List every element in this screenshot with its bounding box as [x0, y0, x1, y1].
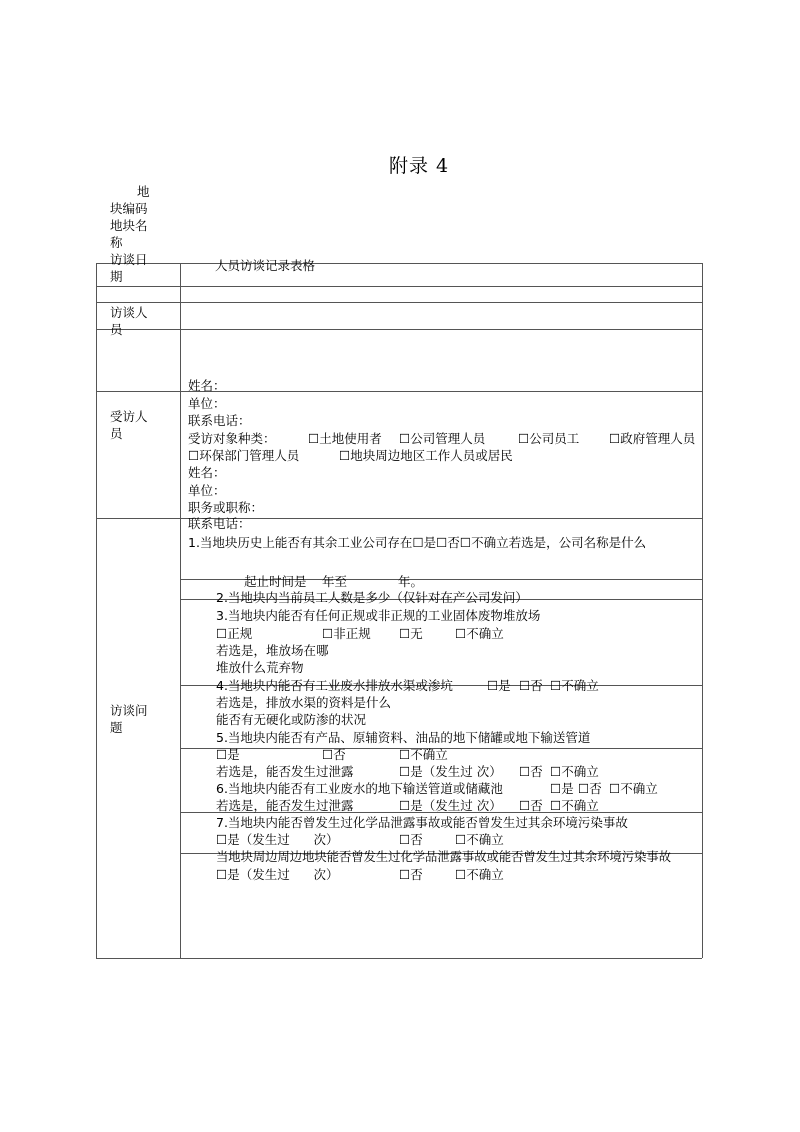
question-5: 5.当地块内能否有产品、原辅资料、油品的地下储罐或地下输送管道 [216, 730, 591, 745]
q6-leak-unsure[interactable]: ☐不确立 [550, 798, 599, 813]
page-title: 附录 4 [389, 155, 450, 177]
label-interview-date: 期 [110, 269, 123, 284]
checkbox-icon: ☐ [518, 431, 530, 446]
q3-option-formal[interactable]: ☐正规 [216, 626, 253, 641]
checkbox-icon: ☐ [339, 448, 351, 463]
checkbox-icon: ☐ [399, 832, 411, 847]
question-8: 当地块周边周边地块能否曾发生过化学品泄露事故或能否曾发生过其余环境污染事故 [216, 850, 671, 864]
option-company-mgmt[interactable]: ☐公司管理人员 [399, 431, 486, 446]
interviewer-name: 姓名： [188, 378, 226, 393]
checkbox-icon: ☐ [550, 798, 562, 813]
q7-option-unsure[interactable]: ☐不确立 [455, 832, 504, 847]
label-plot-name: 地块名 [110, 218, 148, 233]
option-nearby[interactable]: ☐地块周边地区工作人员或居民 [339, 448, 513, 463]
table-rule [96, 329, 702, 330]
checkbox-icon: ☐ [216, 832, 228, 847]
option-gov-mgmt[interactable]: ☐政府管理人员 [609, 431, 696, 446]
q8-option-unsure[interactable]: ☐不确立 [455, 867, 504, 882]
q8-option-no[interactable]: ☐否 [399, 867, 423, 882]
q3-followup: 堆放什么荒弃物 [216, 660, 304, 675]
q4-option-no[interactable]: ☐否 [519, 678, 543, 693]
question-4: 4.当地块内能否有工业废水排放水渠或渗坑 [216, 678, 453, 693]
q4-followup: 若选是，排放水渠的资料是什么 [216, 695, 392, 710]
table-border-top [96, 263, 702, 264]
interviewer-phone: 联系电话： [188, 413, 251, 428]
table-border-right [702, 263, 703, 958]
checkbox-icon: ☐ [519, 764, 531, 779]
q7-option-no[interactable]: ☐否 [399, 832, 423, 847]
checkbox-icon: ☐ [550, 764, 562, 779]
checkbox-icon: ☐ [455, 626, 467, 641]
q6-option-no[interactable]: ☐否 [578, 781, 602, 796]
checkbox-icon: ☐ [322, 626, 334, 641]
checkbox-icon: ☐ [519, 798, 531, 813]
question-3: 3.当地块内能否有任何正规或非正规的工业固体废物堆放场 [216, 608, 541, 623]
label-questions: 题 [110, 720, 123, 735]
label-interviewer: 访谈人 [110, 305, 148, 320]
label-interviewee: 员 [110, 426, 123, 441]
q1-period-from: 年至 [322, 574, 348, 589]
q6-leak-no[interactable]: ☐否 [519, 798, 543, 813]
q5-leak-unsure[interactable]: ☐不确立 [550, 764, 599, 779]
table-caption: 人员访谈记录表格 [215, 258, 316, 273]
q1-period-to: 年。 [398, 574, 424, 589]
checkbox-icon: ☐ [399, 867, 411, 882]
checkbox-icon: ☐ [322, 747, 334, 762]
table-border-bottom [96, 958, 702, 959]
option-company-staff[interactable]: ☐公司员工 [518, 431, 580, 446]
question-7: 7.当地块内能否曾发生过化学品泄露事故或能否曾发生过其余环境污染事故 [216, 815, 628, 830]
q4-followup: 能否有无硬化或防渗的状况 [216, 712, 367, 727]
interviewee-phone: 联系电话： [188, 516, 251, 531]
option-land-user[interactable]: ☐土地使用者 [308, 431, 382, 446]
table-border-left [96, 263, 97, 958]
q5-option-yes[interactable]: ☐是 [216, 747, 240, 762]
q5-option-unsure[interactable]: ☐不确立 [399, 747, 448, 762]
q6-option-unsure[interactable]: ☐不确立 [609, 781, 658, 796]
interviewee-name: 姓名： [188, 465, 226, 480]
checkbox-icon[interactable]: ☐ [412, 535, 424, 550]
table-rule [96, 391, 702, 392]
checkbox-icon[interactable]: ☐ [436, 535, 448, 550]
checkbox-icon: ☐ [578, 781, 590, 796]
question-1: 1.当地块历史上能否有其余工业公司存在☐是☐否☐不确立若选是，公司名称是什么 [188, 535, 647, 550]
interviewee-type-label: 受访对象种类： [188, 431, 276, 446]
q8-option-yes[interactable]: ☐是（发生过 次） [216, 867, 339, 882]
q3-option-unsure[interactable]: ☐不确立 [455, 626, 504, 641]
q5-leak-no[interactable]: ☐否 [519, 764, 543, 779]
label-interview-date: 访谈日 [110, 252, 148, 267]
q6-followup: 若选是，能否发生过泄露 [216, 798, 354, 813]
label-plot-code: 地 [137, 184, 150, 199]
checkbox-icon: ☐ [609, 431, 621, 446]
label-interviewer: 员 [110, 322, 123, 337]
q3-option-informal[interactable]: ☐非正规 [322, 626, 371, 641]
q4-option-unsure[interactable]: ☐不确立 [550, 678, 599, 693]
checkbox-icon: ☐ [308, 431, 320, 446]
checkbox-icon: ☐ [188, 448, 200, 463]
checkbox-icon: ☐ [216, 867, 228, 882]
option-env-dept[interactable]: ☐环保部门管理人员 [188, 448, 300, 463]
label-plot-code: 块编码 [110, 201, 148, 216]
interviewer-unit: 单位： [188, 396, 226, 411]
table-rule [96, 302, 702, 303]
label-questions: 访谈问 [110, 703, 148, 718]
table-rule [96, 286, 702, 287]
checkbox-icon: ☐ [399, 764, 411, 779]
q5-option-no[interactable]: ☐否 [322, 747, 346, 762]
question-6: 6.当地块内能否有工业废水的地下输送管道或储藏池 [216, 781, 503, 796]
checkbox-icon: ☐ [399, 626, 411, 641]
checkbox-icon: ☐ [216, 747, 228, 762]
checkbox-icon: ☐ [609, 781, 621, 796]
q7-option-yes[interactable]: ☐是（发生过 次） [216, 832, 339, 847]
q6-leak-yes[interactable]: ☐是（发生过 次） [399, 798, 502, 813]
q3-followup: 若选是，堆放场在哪 [216, 643, 329, 658]
label-plot-name: 称 [110, 235, 123, 250]
q6-option-yes[interactable]: ☐是 [550, 781, 574, 796]
checkbox-icon: ☐ [487, 678, 499, 693]
q1-period-label: 起止时间是 [244, 574, 307, 589]
q4-option-yes[interactable]: ☐是 [487, 678, 511, 693]
checkbox-icon: ☐ [399, 431, 411, 446]
checkbox-icon: ☐ [399, 798, 411, 813]
checkbox-icon: ☐ [399, 747, 411, 762]
checkbox-icon: ☐ [550, 678, 562, 693]
label-interviewee: 受访人 [110, 409, 148, 424]
checkbox-icon: ☐ [519, 678, 531, 693]
checkbox-icon: ☐ [455, 867, 467, 882]
checkbox-icon: ☐ [216, 626, 228, 641]
q5-leak-yes[interactable]: ☐是（发生过 次） [399, 764, 502, 779]
checkbox-icon: ☐ [455, 832, 467, 847]
q3-option-none[interactable]: ☐无 [399, 626, 423, 641]
checkbox-icon: ☐ [550, 781, 562, 796]
question-2: 2.当地块内当前员工人数是多少（仅针对在产公司发问） [216, 590, 528, 605]
table-rule [96, 518, 702, 519]
interviewee-unit: 单位： [188, 483, 226, 498]
interviewee-title: 职务或职称： [188, 500, 264, 515]
checkbox-icon[interactable]: ☐ [459, 535, 472, 550]
q5-followup: 若选是，能否发生过泄露 [216, 764, 354, 779]
